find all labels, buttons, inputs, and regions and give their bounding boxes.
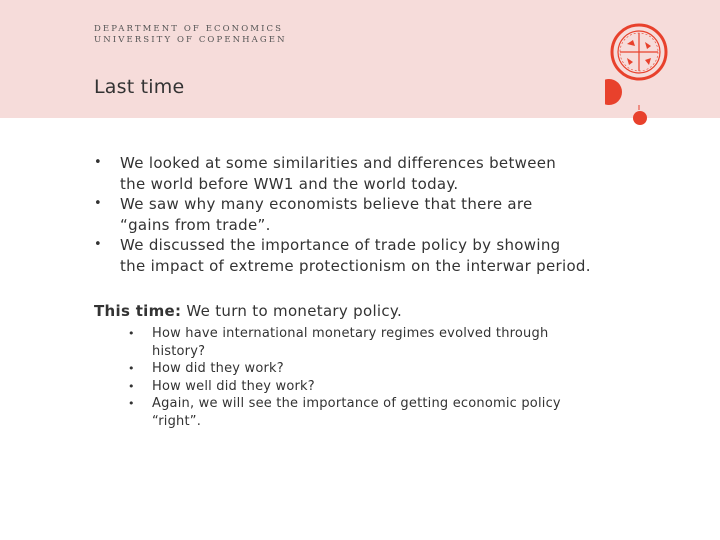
- university-name: UNIVERSITY OF COPENHAGEN: [94, 35, 287, 45]
- bullet-text-line: We discussed the importance of trade policy by showing: [120, 236, 561, 254]
- bullet-text-line: history?: [152, 343, 206, 359]
- this-time-text: We turn to monetary policy.: [181, 302, 403, 320]
- bullet-text-line: “right”.: [152, 413, 202, 429]
- list-item: [128, 395, 588, 430]
- this-time-bullet-list: [128, 325, 588, 430]
- university-seal-icon: [605, 22, 673, 130]
- bullet-icon: •: [94, 155, 102, 170]
- bullet-icon: •: [128, 379, 135, 393]
- department-name: DEPARTMENT OF ECONOMICS: [94, 24, 284, 34]
- list-item: [94, 235, 654, 276]
- bullet-text-line: How did they work?: [152, 361, 284, 376]
- bullet-text-line: How have international monetary regimes evolved through: [152, 326, 549, 341]
- bullet-icon: •: [128, 397, 135, 410]
- bullet-icon: •: [94, 196, 102, 211]
- bullet-text-line: “gains from trade”.: [120, 215, 271, 234]
- bullet-text-line: We saw why many economists believe that there are: [120, 195, 533, 213]
- this-time-heading: [94, 302, 402, 320]
- list-item: [94, 153, 654, 194]
- bullet-icon: •: [128, 327, 135, 340]
- bullet-icon: •: [128, 362, 135, 375]
- list-item: [94, 194, 654, 235]
- bullet-text-line: We looked at some similarities and differences between: [120, 154, 557, 172]
- bullet-text-line: the world before WW1 and the world today.: [120, 174, 459, 193]
- bullet-text-line: How well did they work?: [152, 378, 315, 394]
- this-time-label: This time:: [94, 302, 182, 320]
- list-item: [128, 325, 588, 360]
- last-time-bullet-list: [94, 153, 654, 276]
- list-item: [128, 378, 588, 396]
- list-item: [128, 360, 588, 378]
- slide-title: Last time: [94, 76, 185, 98]
- bullet-icon: •: [94, 237, 102, 252]
- bullet-text-line: Again, we will see the importance of getting economic policy: [152, 396, 561, 411]
- bullet-text-line: the impact of extreme protectionism on the interwar period.: [120, 256, 591, 275]
- department-logo-text: [94, 24, 287, 46]
